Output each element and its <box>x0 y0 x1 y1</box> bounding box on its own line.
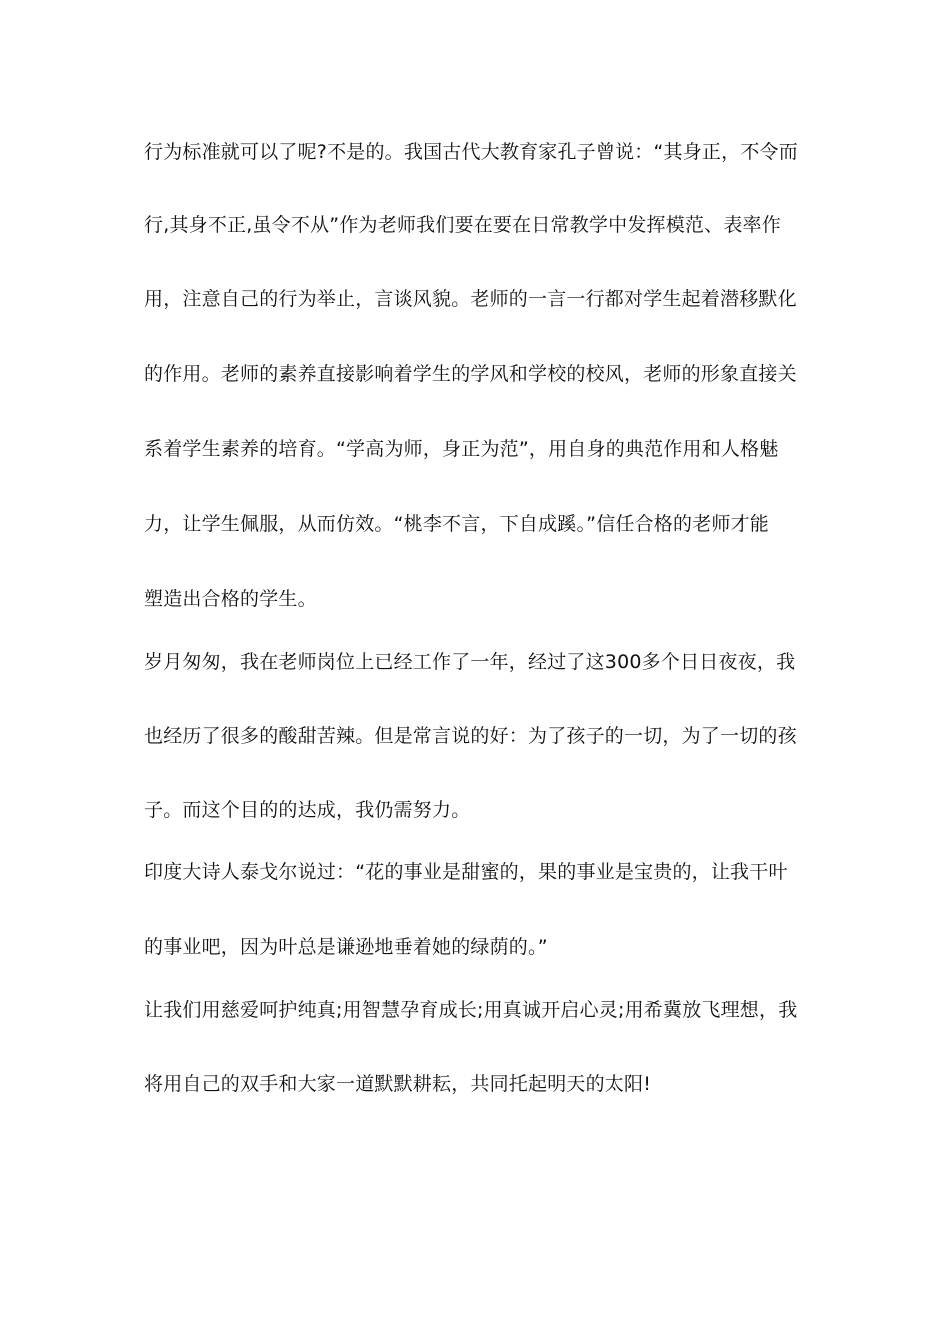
text-line-9: 也经历了很多的酸甜苦辣。但是常言说的好：为了孩子的一切，为了一切的孩 <box>144 725 797 747</box>
text-line-8: 岁月匆匆，我在老师岗位上已经工作了一年，经过了这300多个日日夜夜，我 <box>144 651 796 673</box>
text-line-1: 行为标准就可以了呢?不是的。我国古代大教育家孔子曾说：“其身正，不令而 <box>144 141 798 163</box>
text-line-5: 系着学生素养的培育。“学高为师，身正为范”，用自身的典范作用和人格魅 <box>144 438 779 460</box>
text-line-2: 行,其身不正,虽令不从”作为老师我们要在要在日常教学中发挥模范、表率作 <box>144 214 781 236</box>
text-line-13: 让我们用慈爱呵护纯真;用智慧孕育成长;用真诚开启心灵;用希冀放飞理想，我 <box>144 999 798 1021</box>
text-line-4: 的作用。老师的素养直接影响着学生的学风和学校的校风，老师的形象直接关 <box>144 363 797 385</box>
text-line-6: 力，让学生佩服，从而仿效。“桃李不言，下自成蹊。”信任合格的老师才能 <box>144 513 769 535</box>
text-line-7: 塑造出合格的学生。 <box>144 588 317 610</box>
text-line-3: 用，注意自己的行为举止，言谈风貌。老师的一言一行都对学生起着潜移默化 <box>144 288 797 310</box>
text-line-10: 子。而这个目的的达成，我仍需努力。 <box>144 799 471 821</box>
text-line-11: 印度大诗人泰戈尔说过：“花的事业是甜蜜的，果的事业是宝贵的，让我干叶 <box>144 861 788 883</box>
text-line-14: 将用自己的双手和大家一道默默耕耘，共同托起明天的太阳! <box>144 1073 652 1095</box>
text-line-12: 的事业吧，因为叶总是谦逊地垂着她的绿荫的。” <box>144 936 548 958</box>
